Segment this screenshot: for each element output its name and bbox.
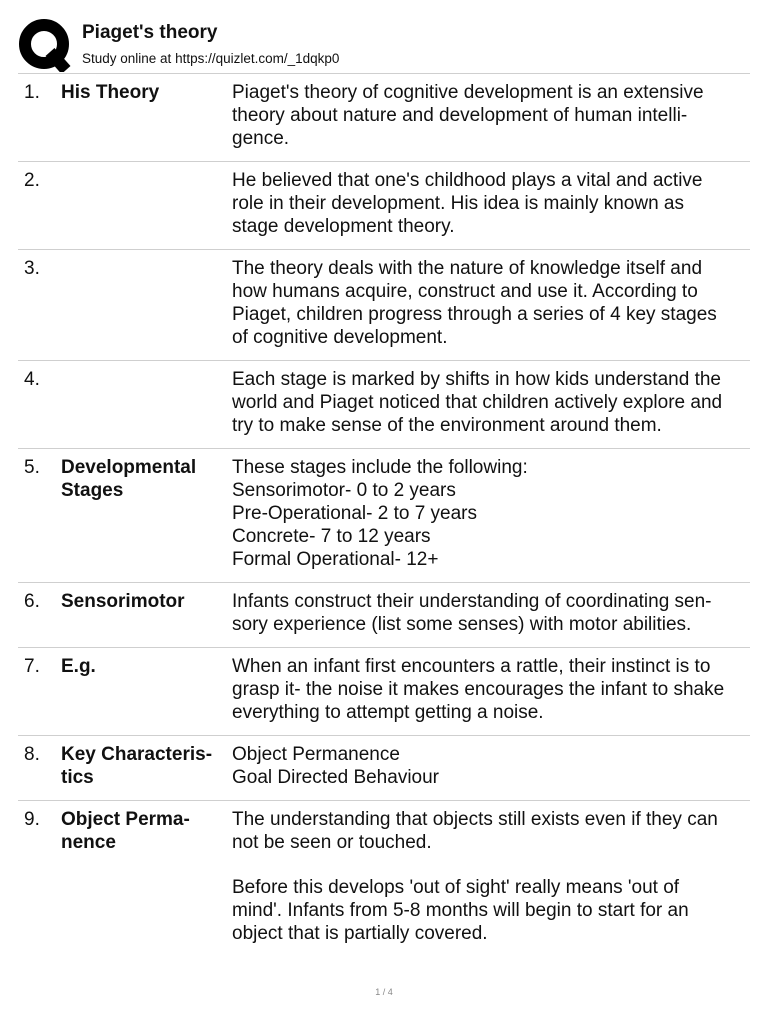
card-term: His Theory — [61, 82, 160, 103]
card-term: Developmental Stages — [61, 457, 197, 501]
card-number: 3. — [24, 258, 40, 279]
definition-line: stage development theory. — [232, 216, 455, 237]
definition-paragraph — [232, 257, 750, 349]
definition-line: theory about nature and development of human intelli- — [232, 105, 688, 126]
card-row — [18, 74, 750, 162]
card-definition — [232, 808, 750, 945]
card-number: 4. — [24, 369, 40, 390]
card-definition — [232, 257, 750, 349]
definition-line: Formal Operational- 12+ — [232, 549, 439, 570]
card-term: Object Perma-nence — [61, 809, 190, 853]
definition-line: how humans acquire, construct and use it. According to — [232, 281, 698, 302]
definition-paragraph — [232, 169, 750, 238]
definition-line: everything to attempt getting a noise. — [232, 702, 544, 723]
definition-line: object that is partially covered. — [232, 923, 488, 944]
definition-line: mind'. Infants from 5-8 months will begin to start for an — [232, 900, 689, 921]
document-title: Piaget's theory — [82, 22, 218, 43]
definition-paragraph — [232, 590, 750, 636]
card-term: E.g. — [61, 656, 96, 677]
definition-line: Concrete- 7 to 12 years — [232, 526, 431, 547]
definition-line: The understanding that objects still exists even if they can — [232, 809, 718, 830]
card-number: 2. — [24, 170, 40, 191]
definition-line: Piaget's theory of cognitive development is an extensive — [232, 82, 704, 103]
quizlet-logo-icon — [18, 18, 72, 72]
card-number: 9. — [24, 809, 40, 830]
page-number: 1 / 4 — [375, 987, 393, 997]
study-online-link[interactable]: Study online at https://quizlet.com/_1dqkp0 — [82, 51, 340, 66]
card-term: Sensorimotor — [61, 591, 185, 612]
definition-line: Before this develops 'out of sight' really means 'out of — [232, 877, 680, 898]
definition-line: The theory deals with the nature of knowledge itself and — [232, 258, 703, 279]
card-number: 8. — [24, 744, 40, 765]
definition-paragraph — [232, 456, 750, 571]
card-term — [61, 257, 232, 349]
card-row — [18, 361, 750, 449]
flashcard-list — [18, 74, 750, 956]
card-definition — [232, 743, 750, 789]
card-definition — [232, 81, 750, 150]
definition-line: He believed that one's childhood plays a vital and active — [232, 170, 703, 191]
card-number: 7. — [24, 656, 40, 677]
definition-paragraph — [232, 655, 750, 724]
definition-paragraph — [232, 368, 750, 437]
definition-line: gence. — [232, 128, 290, 149]
card-row — [18, 736, 750, 801]
card-row — [18, 250, 750, 361]
card-row — [18, 162, 750, 250]
definition-line: Sensorimotor- 0 to 2 years — [232, 480, 456, 501]
definition-paragraph — [232, 876, 750, 945]
definition-paragraph — [232, 808, 750, 854]
definition-line: Object Permanence — [232, 744, 400, 765]
card-row — [18, 449, 750, 583]
definition-line: not be seen or touched. — [232, 832, 432, 853]
header — [18, 18, 750, 74]
card-number: 1. — [24, 82, 40, 103]
card-number: 5. — [24, 457, 40, 478]
definition-line: When an infant first encounters a rattle, their instinct is to — [232, 656, 711, 677]
card-definition — [232, 590, 750, 636]
definition-line: try to make sense of the environment around them. — [232, 415, 662, 436]
definition-line: grasp it- the noise it makes encourages the infant to shake — [232, 679, 725, 700]
card-term — [61, 368, 232, 437]
card-row — [18, 583, 750, 648]
card-definition — [232, 169, 750, 238]
definition-paragraph — [232, 743, 750, 789]
card-number: 6. — [24, 591, 40, 612]
card-row — [18, 648, 750, 736]
definition-paragraph — [232, 81, 750, 150]
card-definition — [232, 368, 750, 437]
card-definition — [232, 655, 750, 724]
definition-line: Each stage is marked by shifts in how kids understand the — [232, 369, 721, 390]
card-term — [61, 169, 232, 238]
card-definition — [232, 456, 750, 571]
definition-line: Goal Directed Behaviour — [232, 767, 439, 788]
definition-line: Piaget, children progress through a series of 4 key stages — [232, 304, 717, 325]
definition-line: Infants construct their understanding of coordinating sen- — [232, 591, 712, 612]
definition-line: These stages include the following: — [232, 457, 528, 478]
definition-line: Pre-Operational- 2 to 7 years — [232, 503, 478, 524]
card-row — [18, 801, 750, 956]
definition-line: world and Piaget noticed that children actively explore and — [232, 392, 723, 413]
definition-line: role in their development. His idea is mainly known as — [232, 193, 684, 214]
card-term: Key Characteris-tics — [61, 744, 213, 788]
definition-line: of cognitive development. — [232, 327, 448, 348]
definition-line: sory experience (list some senses) with motor abilities. — [232, 614, 692, 635]
